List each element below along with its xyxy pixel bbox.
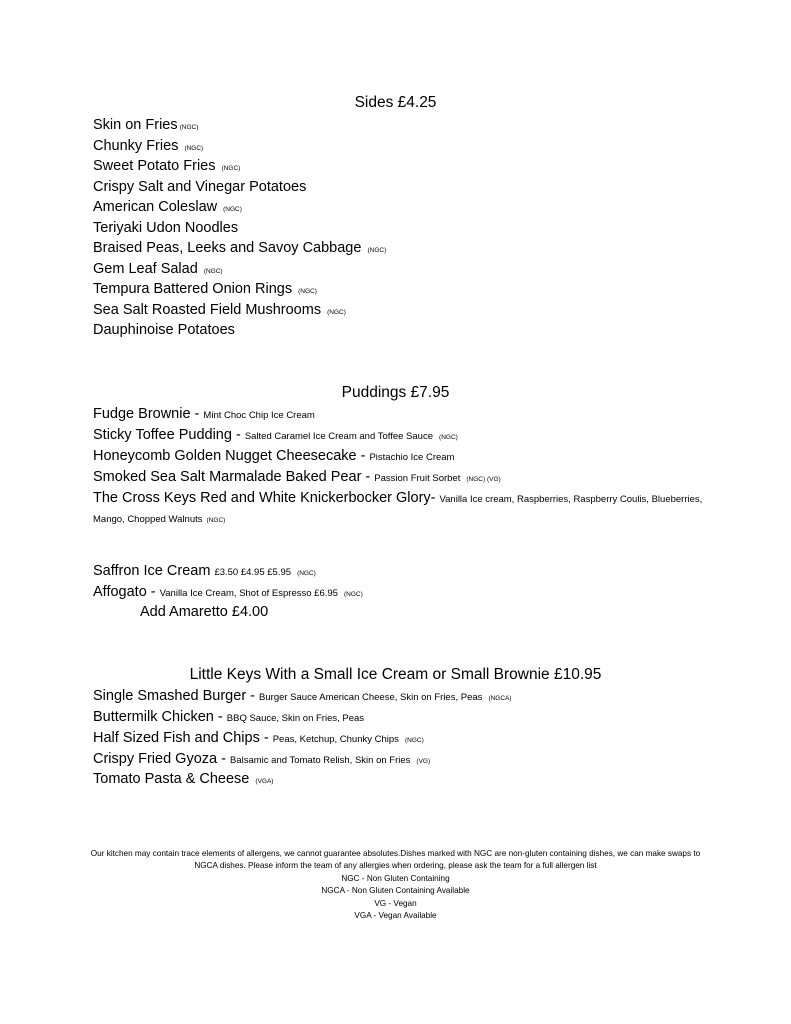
- kids-item-name: Buttermilk Chicken -: [93, 709, 227, 725]
- key-vga: VGA - Vegan Available: [354, 911, 437, 921]
- side-item-name: Sea Salt Roasted Field Mushrooms: [93, 302, 322, 318]
- side-item-name: Tempura Battered Onion Rings: [93, 281, 293, 297]
- allergen-tag: (NGC): [367, 247, 387, 254]
- side-item-name: Sweet Potato Fries: [93, 158, 216, 174]
- allergen-tag: (NGC) (VG): [466, 476, 501, 483]
- pudding-item: [93, 425, 458, 448]
- pudding-item-name: Sticky Toffee Pudding -: [93, 427, 245, 443]
- pudding-item: [93, 404, 315, 426]
- side-item-name: American Coleslaw: [93, 199, 218, 215]
- kids-item-name: Crispy Fried Gyoza -: [93, 751, 230, 767]
- side-item-name: Skin on Fries: [93, 117, 178, 133]
- amaretto-addon: Add Amaretto £4.00: [140, 604, 269, 620]
- kids-item-name: Tomato Pasta & Cheese: [93, 771, 254, 787]
- side-item-name: Dauphinoise Potatoes: [93, 322, 235, 338]
- allergen-disclaimer: Our kitchen may contain trace elements of allergens, we cannot guarantee absolutes.Dishes marked with NGC are non-gluten containing dishes, we can make swaps to NGCA dishes. Please inform the team of any allergies when ordering, please ask the team for a full allergen list: [90, 849, 701, 871]
- key-ngc: NGC - Non Gluten Containing: [341, 873, 450, 883]
- kids-item-desc: Peas, Ketchup, Chunky Chips: [272, 734, 399, 745]
- pudding-item-name: Smoked Sea Salt Marmalade Baked Pear -: [93, 469, 375, 485]
- allergen-tag: (NGC): [184, 145, 204, 152]
- sides-title: Sides £4.25: [354, 94, 437, 111]
- allergen-tag: (NGC): [179, 124, 199, 131]
- kids-item: [93, 707, 364, 729]
- kids-item-desc: Burger Sauce American Cheese, Skin on Fries, Peas: [259, 692, 483, 703]
- key-vg: VG - Vegan: [374, 898, 417, 908]
- pudding-item-desc: Passion Fruit Sorbet: [374, 473, 461, 484]
- kids-item: [93, 686, 512, 709]
- allergen-tag: (NGC): [298, 288, 317, 295]
- allergen-tag: (NGC): [206, 517, 226, 524]
- side-item: [93, 156, 240, 179]
- side-item-name: Chunky Fries: [93, 138, 179, 154]
- key-ngca: NGCA - Non Gluten Containing Available: [321, 886, 470, 896]
- kids-item-name: Half Sized Fish and Chips -: [93, 730, 273, 746]
- kids-item-name: Single Smashed Burger -: [93, 688, 260, 704]
- allergen-tag: (NGC): [203, 268, 223, 275]
- allergen-tag: (NGCA): [488, 695, 512, 702]
- side-item-name: Teriyaki Udon Noodles: [93, 220, 239, 236]
- saffron-name: Saffron Ice Cream: [93, 563, 215, 579]
- little-keys-title: Little Keys With a Small Ice Cream or Small Brownie £10.95: [189, 666, 602, 683]
- side-item: [93, 238, 386, 261]
- side-item-name: Braised Peas, Leeks and Savoy Cabbage: [93, 240, 362, 256]
- affogato-desc: Vanilla Ice Cream, Shot of Espresso £6.95: [159, 588, 338, 599]
- allergen-tag: (NGC): [223, 206, 242, 213]
- side-item: [93, 320, 235, 340]
- affogato-name: Affogato -: [93, 584, 160, 600]
- pudding-item-desc: Pistachio Ice Cream: [369, 452, 455, 463]
- allergen-tag: (VGA): [255, 778, 274, 785]
- allergen-tag: (VG): [416, 758, 431, 765]
- puddings-title: Puddings £7.95: [341, 384, 450, 401]
- kids-item: [93, 728, 424, 751]
- saffron-prices: £3.50 £4.95 £5.95: [214, 567, 292, 578]
- pudding-item-desc: Vanilla Ice cream, Raspberries, Raspberry Coulis, Blueberries, Mango, Chopped Walnuts: [93, 494, 703, 525]
- pudding-item-desc: Mint Choc Chip Ice Cream: [203, 410, 315, 421]
- allergen-tag: (NGC): [221, 165, 241, 172]
- pudding-item: [93, 467, 501, 490]
- side-item: [93, 197, 242, 220]
- saffron-ice-cream-item: [93, 561, 316, 584]
- allergen-tag: (NGC): [327, 309, 346, 316]
- pudding-item-name: The Cross Keys Red and White Knickerbocker Glory-: [93, 490, 440, 506]
- pudding-item-name: Fudge Brownie -: [93, 406, 204, 422]
- allergen-tag: (NGC): [343, 591, 363, 598]
- side-item: [93, 279, 317, 302]
- kids-item-desc: Balsamic and Tomato Relish, Skin on Fries: [229, 755, 411, 766]
- side-item: [93, 177, 306, 197]
- side-item: [93, 115, 198, 138]
- allergen-tag: (NGC): [297, 570, 316, 577]
- side-item-name: Crispy Salt and Vinegar Potatoes: [93, 179, 307, 195]
- allergen-tag: (NGC): [404, 737, 424, 744]
- allergen-tag: (NGC): [439, 434, 458, 441]
- side-item-name: Gem Leaf Salad: [93, 261, 198, 277]
- kids-item-desc: BBQ Sauce, Skin on Fries, Peas: [226, 713, 365, 724]
- pudding-item-name: Honeycomb Golden Nugget Cheesecake -: [93, 448, 370, 464]
- kids-item: [93, 769, 273, 792]
- allergen-footer: [90, 848, 701, 922]
- pudding-item: [93, 446, 454, 468]
- pudding-item-desc: Salted Caramel Ice Cream and Toffee Sauce: [244, 431, 433, 442]
- side-item: [93, 218, 238, 238]
- pudding-item: [93, 489, 703, 530]
